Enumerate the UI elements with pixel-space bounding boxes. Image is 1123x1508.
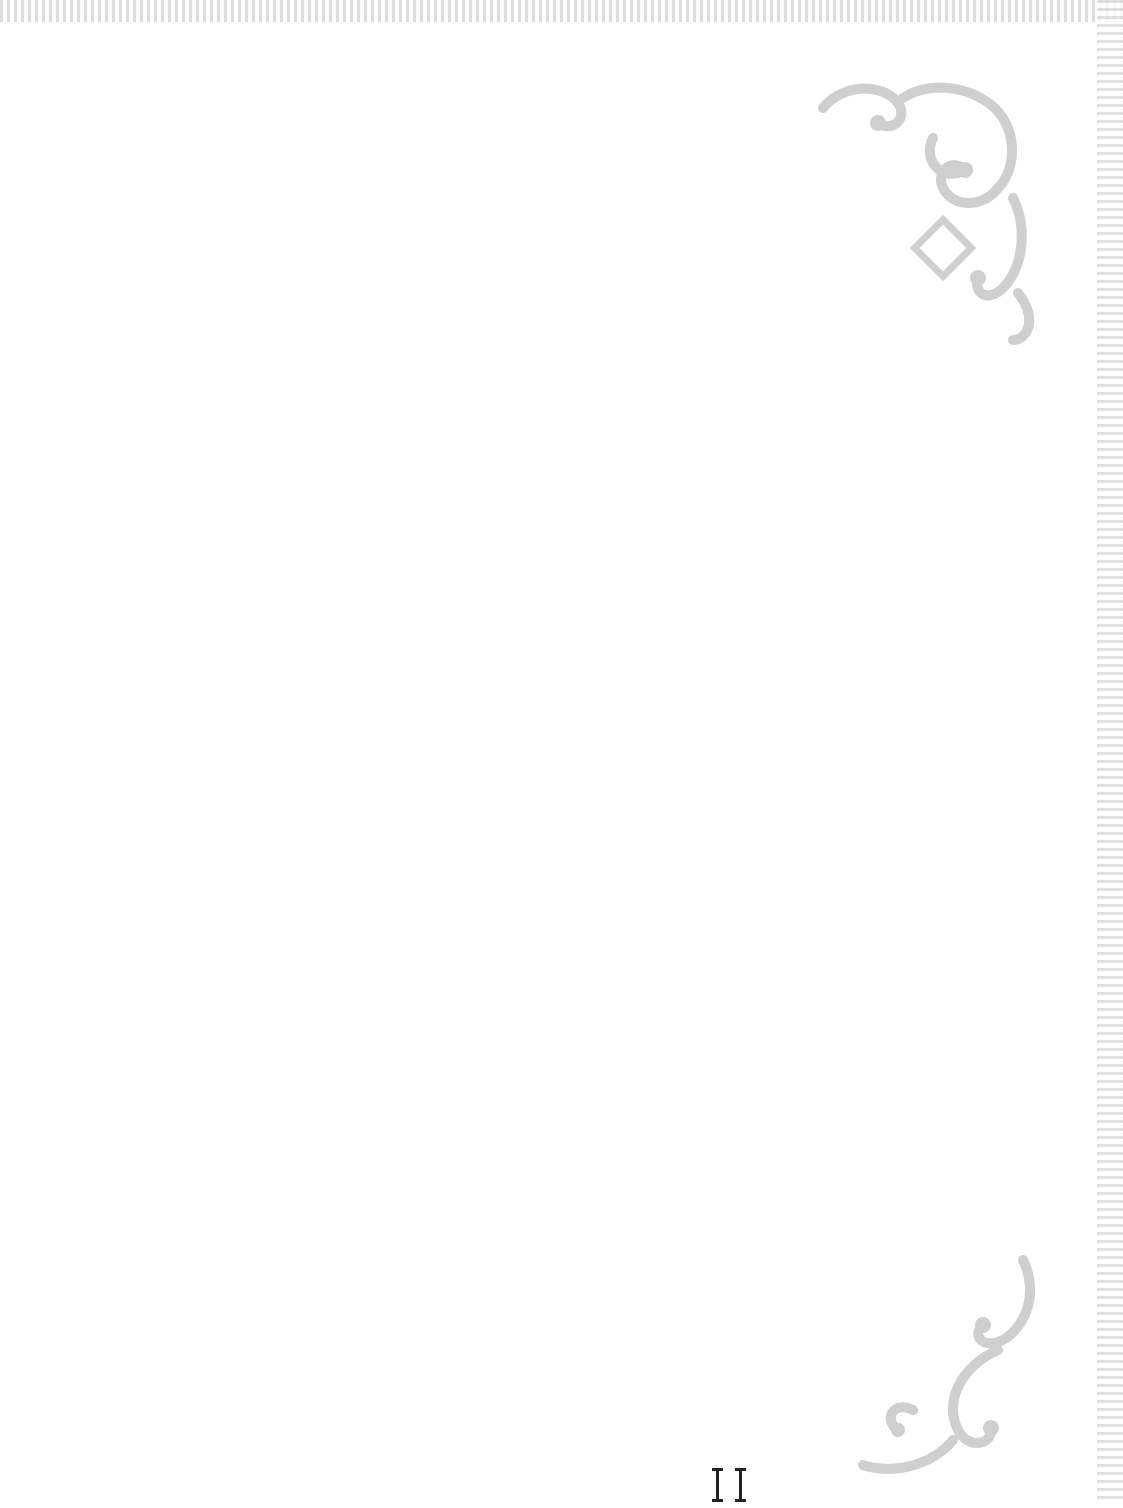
right-diamond-border [1049,40,1085,1500]
filigree-scroll-icon [813,1250,1043,1490]
filigree-scroll-icon [813,78,1043,348]
top-diamond-border [0,40,1098,76]
bracket-left [716,1468,719,1502]
running-head [716,1458,742,1508]
right-border-fringe [1097,0,1123,1500]
top-border-fringe [0,0,1123,22]
bracket-right [739,1468,742,1502]
